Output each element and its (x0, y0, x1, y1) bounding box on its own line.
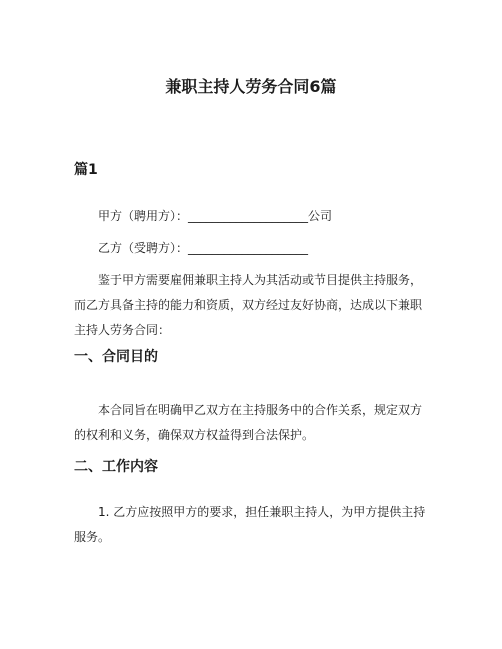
party-a-line: 甲方（聘用方）：____________________公司 (98, 209, 333, 223)
section-heading-work: 二、工作内容 (74, 459, 158, 475)
part-heading: 篇1 (74, 162, 98, 178)
intro-paragraph: 鉴于甲方需要雇佣兼职主持人为其活动或节目提供主持服务，而乙方具备主持的能力和资质，双方经过友好协商，达成以下兼职主持人劳务合同： (74, 273, 423, 337)
document-title: 兼职主持人劳务合同6篇 (165, 77, 337, 96)
party-b-line: 乙方（受聘方）：____________________ (98, 241, 309, 255)
section-body-work: 1. 乙方应按照甲方的要求，担任兼职主持人，为甲方提供主持服务。 (74, 505, 426, 544)
section-body-purpose: 本合同旨在明确甲乙双方在主持服务中的合作关系，规定双方的权利和义务，确保双方权益得到合法保护。 (74, 403, 423, 442)
section-heading-purpose: 一、合同目的 (74, 349, 158, 365)
